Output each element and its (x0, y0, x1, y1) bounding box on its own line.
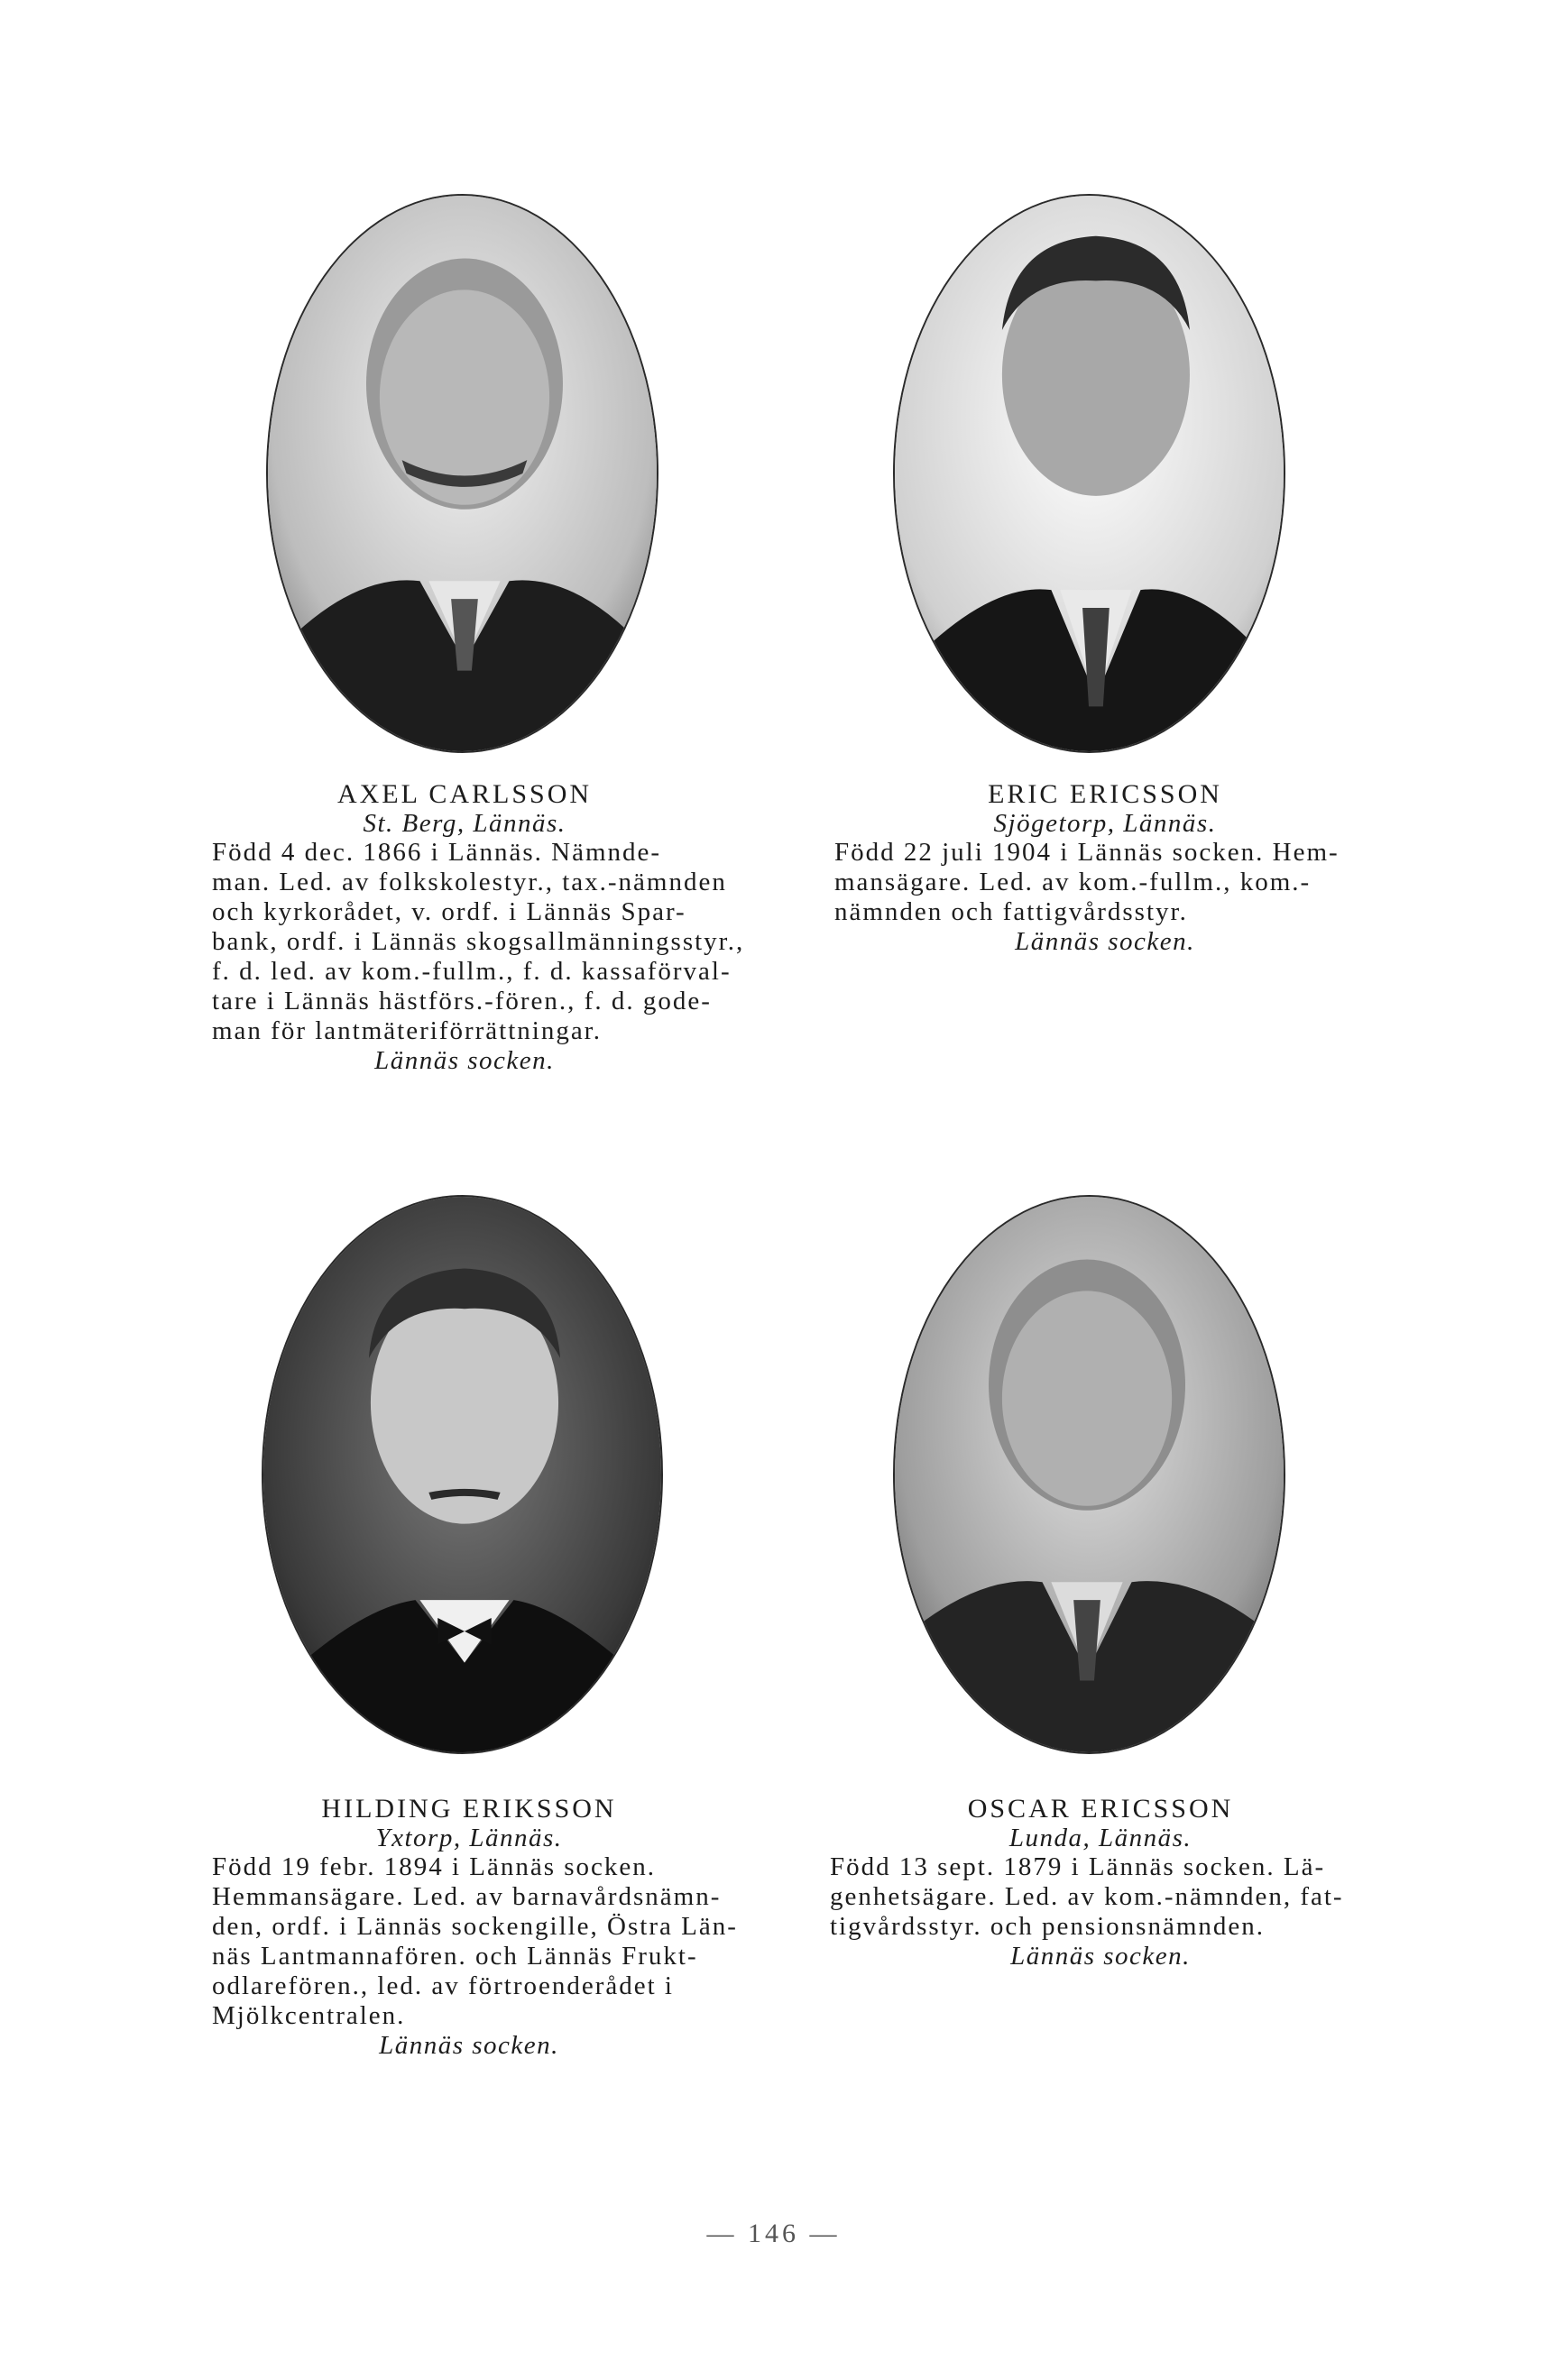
bio-line: nämnden och fattigvårdsstyr. (834, 897, 1188, 926)
bio-line: Mjölkcentralen. (212, 2001, 406, 2030)
person-name: OSCAR ERICSSON (967, 1794, 1234, 1824)
person-bio (830, 1852, 1371, 1942)
caption-hilding-eriksson (212, 1794, 738, 2060)
person-name: HILDING ERIKSSON (321, 1794, 617, 1824)
bio-line: tigvårdsstyr. och pensionsnämnden. (830, 1912, 1266, 1941)
portrait-eric-ericsson (893, 194, 1285, 753)
person-parish: Lännäs socken. (379, 2031, 559, 2060)
bio-line: mansägare. Led. av kom.-fullm., kom.- (834, 868, 1312, 896)
portrait-axel-carlsson (266, 194, 658, 753)
bio-line: man. Led. av folkskolestyr., tax.-nämnden (212, 868, 727, 896)
person-bio (212, 838, 745, 1046)
bio-line: bank, ordf. i Lännäs skogsallmänningsstyr., (212, 927, 745, 956)
caption-eric-ericsson (834, 780, 1376, 956)
portrait-hilding-eriksson (262, 1195, 663, 1754)
page-number: — 146 — (706, 2219, 841, 2248)
bio-line: Hemmansägare. Led. av barnavårdsnämn- (212, 1882, 722, 1911)
person-place: St. Berg, Lännäs. (363, 809, 566, 838)
person-bio (212, 1852, 738, 2031)
person-parish: Lännäs socken. (374, 1046, 555, 1075)
caption-axel-carlsson (212, 779, 745, 1075)
person-bio (834, 838, 1376, 927)
caption-oscar-ericsson (830, 1795, 1371, 1971)
person-place: Lunda, Lännäs. (1008, 1824, 1192, 1852)
person-parish: Lännäs socken. (1015, 927, 1195, 956)
person-name: ERIC ERICSSON (988, 779, 1222, 809)
person-name: AXEL CARLSSON (336, 779, 593, 809)
bio-line: Född 19 febr. 1894 i Lännäs socken. (212, 1852, 657, 1881)
person-place: Sjögetorp, Lännäs. (993, 809, 1217, 838)
bio-line: f. d. led. av kom.-fullm., f. d. kassaförval- (212, 957, 732, 986)
bio-line: näs Lantmannafören. och Lännäs Frukt- (212, 1942, 698, 1971)
bio-line: Född 13 sept. 1879 i Lännäs socken. Lä- (830, 1852, 1326, 1881)
bio-line: den, ordf. i Lännäs sockengille, Östra Län- (212, 1912, 738, 1941)
portrait-oscar-ericsson (893, 1195, 1285, 1754)
bio-line: och kyrkorådet, v. ordf. i Lännäs Spar- (212, 897, 686, 926)
bio-line: man för lantmäteriförrättningar. (212, 1016, 602, 1045)
bio-line: genhetsägare. Led. av kom.-nämnden, fat- (830, 1882, 1344, 1911)
bio-line: Född 4 dec. 1866 i Lännäs. Nämnde- (212, 838, 662, 867)
person-place: Yxtorp, Lännäs. (375, 1824, 563, 1852)
bio-line: tare i Lännäs hästförs.-fören., f. d. gode- (212, 987, 712, 1015)
person-parish: Lännäs socken. (1010, 1942, 1191, 1971)
bio-line: odlarefören., led. av förtroenderådet i (212, 1971, 674, 2000)
bio-line: Född 22 juli 1904 i Lännäs socken. Hem- (834, 838, 1340, 867)
